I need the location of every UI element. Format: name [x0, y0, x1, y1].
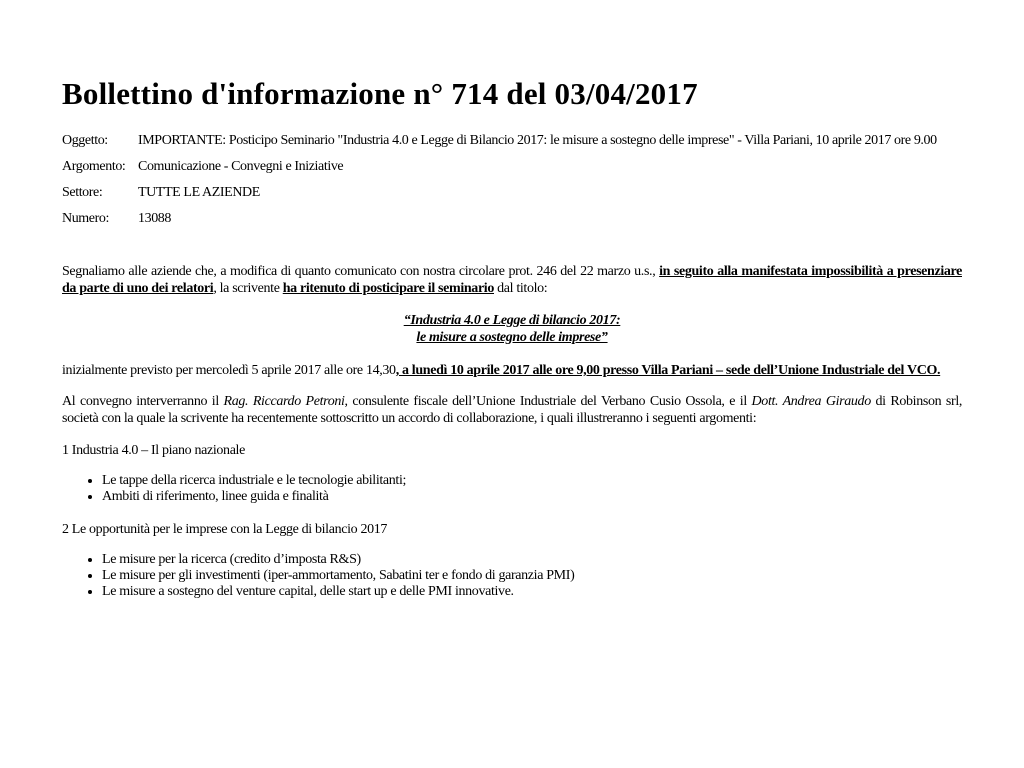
meta-value-numero: 13088 — [138, 211, 172, 226]
meta-value-oggetto: IMPORTANTE: Posticipo Seminario "Industria 4.0 e Legge di Bilancio 2017: le misure a sostegno delle imprese" - Villa Pariani, 10 aprile 2017 ore 9.00 — [138, 133, 937, 148]
intro-text-c: , la scrivente — [213, 281, 283, 296]
list-item: • Le tappe della ricerca industriale e le tecnologie abilitanti; — [102, 473, 962, 489]
meta-table — [62, 132, 937, 232]
date-text-b: , a lunedì 10 aprile 2017 alle ore 9,00 presso Villa Pariani – sede dell’Unione Industriale del VCO. — [395, 363, 941, 378]
page-title: Bollettino d'informazione n° 714 del 03/04/2017 — [62, 76, 698, 111]
intro-paragraph — [62, 263, 962, 297]
date-paragraph — [62, 362, 962, 379]
speakers-text-c: , consulente fiscale dell’Unione Industriale del Verbano Cusio Ossola, e il — [344, 394, 752, 409]
list-item: • Le misure a sostegno del venture capital, delle start up e delle PMI innovative. — [102, 584, 962, 600]
bulletin-body — [62, 263, 962, 600]
speaker-petroni: Rag. Riccardo Petroni — [223, 394, 345, 409]
meta-label-oggetto: Oggetto: — [62, 133, 108, 148]
meta-row-oggetto — [62, 132, 937, 154]
intro-text-b: in seguito alla manifestata impossibilità a presenziare da parte di uno dei relatori — [62, 264, 962, 296]
meta-row-argomento — [62, 154, 937, 180]
speakers-text-e: di Robinson srl, società con la quale la scrivente ha recentemente sottoscritto un accordo di collaborazione, i quali illustreranno i seguenti argomenti: — [62, 394, 963, 426]
speakers-paragraph — [62, 393, 962, 427]
meta-row-settore — [62, 180, 937, 206]
seminar-title — [62, 312, 962, 346]
meta-row-numero — [62, 206, 937, 232]
section2-list — [62, 552, 962, 600]
list-item: • Le misure per la ricerca (credito d’imposta R&S) — [102, 552, 962, 568]
section1-heading: 1 Industria 4.0 – Il piano nazionale — [62, 443, 245, 458]
meta-label-numero: Numero: — [62, 211, 109, 226]
date-text-a: inizialmente previsto per mercoledì 5 aprile 2017 alle ore 14,30 — [62, 363, 396, 378]
section2-heading: 2 Le opportunità per le imprese con la Legge di bilancio 2017 — [62, 522, 388, 537]
meta-label-argomento: Argomento: — [62, 159, 126, 174]
speakers-text-a: Al convegno interverranno il — [62, 394, 224, 409]
section1-list — [62, 473, 962, 505]
intro-text-a: Segnaliamo alle aziende che, a modifica di quanto comunicato con nostra circolare prot. 246 del 22 marzo u.s., — [62, 264, 660, 279]
meta-label-settore: Settore: — [62, 185, 103, 200]
seminar-title-line1: “Industria 4.0 e Legge di bilancio 2017: — [403, 313, 621, 328]
seminar-title-line2: le misure a sostegno delle imprese” — [416, 330, 608, 345]
meta-value-argomento: Comunicazione - Convegni e Iniziative — [138, 159, 344, 174]
intro-text-e: dal titolo: — [494, 281, 548, 296]
intro-text-d: ha ritenuto di posticipare il seminario — [282, 281, 494, 296]
meta-value-settore: TUTTE LE AZIENDE — [138, 185, 260, 200]
list-item: • Le misure per gli investimenti (iper-ammortamento, Sabatini ter e fondo di garanzia PMI) — [102, 568, 962, 584]
speaker-giraudo: Dott. Andrea Giraudo — [751, 394, 871, 409]
list-item: • Ambiti di riferimento, linee guida e finalità — [102, 489, 962, 505]
